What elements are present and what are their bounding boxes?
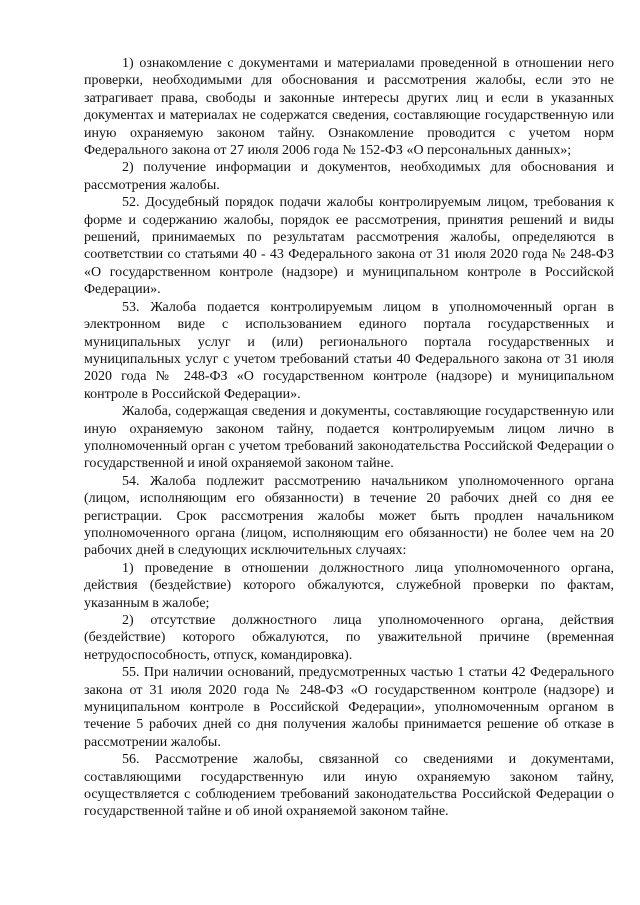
paragraph-54: 54. Жалоба подлежит рассмотрению начальником уполномоченного органа (лицом, исполняющим его обязанности) в течение 20 рабочих дней со дня ее регистрации. Срок рассмотрения жалобы может быть продлен начальником уполномоченного органа (лицом, исполняющим его обязанности) не более чем на 20 рабочих дней в следующих исключительных случаях: (84, 473, 614, 559)
paragraph-54-item-2: 2) отсутствие должностного лица уполномоченного органа, действия (бездействие) которого обжалуются, по уважительной причине (временная нетрудоспособность, отпуск, командировка). (84, 613, 614, 663)
paragraph-item-1: 1) ознакомление с документами и материалами проведенной в отношении него проверки, необходимыми для обоснования и рассмотрения жалобы, если это не затрагивает права, свободы и законные интересы других лиц и если в указанных документах и материалах не содержатся сведения, составляющие государственную или иную охраняемую законом тайну. Ознакомление проводится с учетом норм Федерального закона от 27 июля 2006 года № 152-ФЗ «О персональных данных»; (84, 56, 614, 159)
paragraph-item-2: 2) получение информации и документов, необходимых для обоснования и рассмотрения жалобы. (84, 160, 614, 193)
paragraph-56: 56. Рассмотрение жалобы, связанной со сведениями и документами, составляющими государственную или иную охраняемую законом тайну, осуществляется с соблюдением требований законодательства Российской Федерации о государственной тайне и об иной охраняемой законом тайне. (84, 752, 614, 820)
paragraph-54-item-1: 1) проведение в отношении должностного лица уполномоченного органа, действия (бездействие) которого обжалуются, служебной проверки по фактам, указанным в жалобе; (84, 560, 614, 611)
paragraph-53: 53. Жалоба подается контролируемым лицом в уполномоченный орган в электронном виде с использованием единого портала государственных и муниципальных услуг и (или) регионального портала государственных и муниципальных услуг с учетом требований статьи 40 Федерального закона от 31 июля 2020 года № 248-ФЗ «О государственном контроле (надзоре) и муниципальном контроле в Российской Федерации». (84, 299, 614, 402)
paragraph-55: 55. При наличии оснований, предусмотренных частью 1 статьи 42 Федерального закона от 31 июля 2020 года № 248-ФЗ «О государственном контроле (надзоре) и муниципальном контроле в Российской Федерации», уполномоченным органом в течение 5 рабочих дней со дня получения жалобы принимается решение об отказе в рассмотрении жалобы. (84, 665, 614, 750)
paragraph-52: 52. Досудебный порядок подачи жалобы контролируемым лицом, требования к форме и содержанию жалобы, порядок ее рассмотрения, принятия решений и виды решений, принимаемых по результатам рассмотрения жалобы, определяются в соответствии со статьями 40 - 43 Федерального закона от 31 июля 2020 года № 248-ФЗ «О государственном контроле (надзоре) и муниципальном контроле в Российской Федерации». (84, 195, 614, 298)
paragraph-53-secret: Жалоба, содержащая сведения и документы, составляющие государственную или иную охраняемую законом тайну, подается контролируемым лицом лично в уполномоченный орган с учетом требований законодательства Российской Федерации о государственной и иной охраняемой законом тайне. (84, 404, 614, 472)
